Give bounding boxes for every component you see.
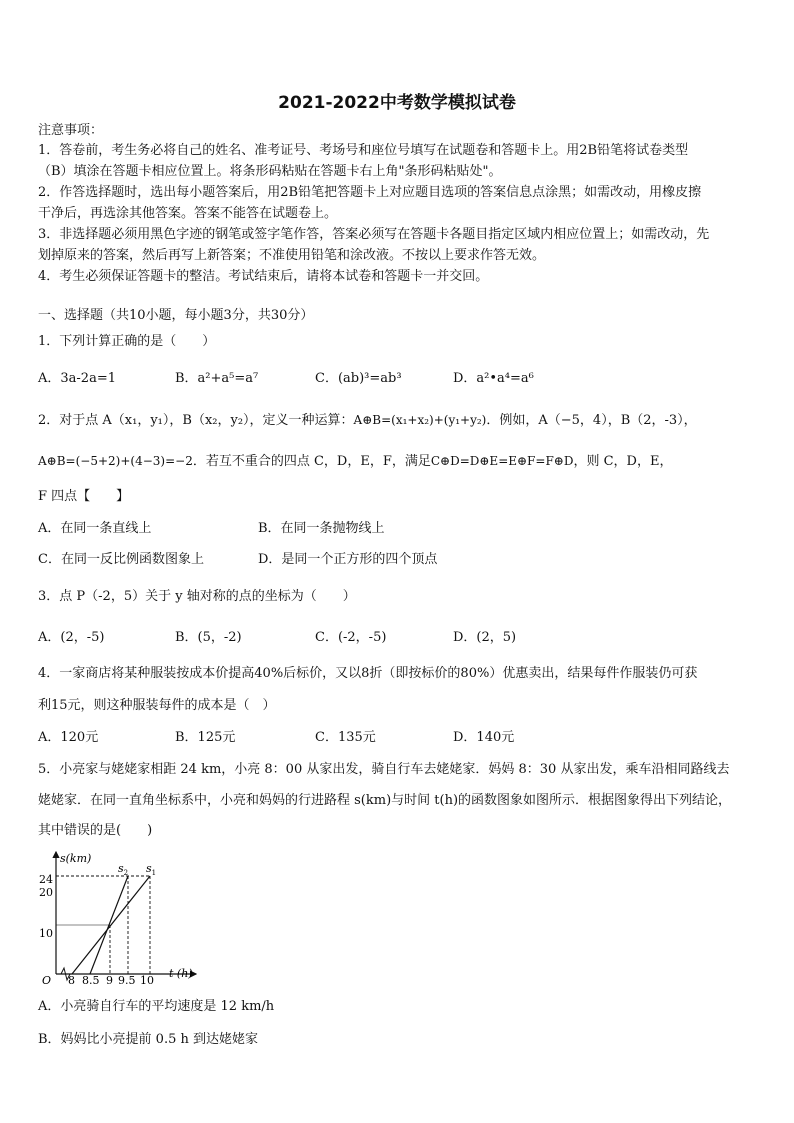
question-1-option-b: B．a²+a⁵=a⁷ bbox=[175, 371, 259, 386]
question-1-option-a: A．3a-2a=1 bbox=[38, 371, 116, 386]
notice-line: 划掉原来的答案，然后再写上新答案；不准使用铅笔和涂改液。不按以上要求作答无效。 bbox=[38, 248, 546, 263]
question-2-text: 2．对于点 A（x₁，y₁），B（x₂，y₂），定义一种运算： bbox=[38, 413, 354, 428]
question-4-option-d: D．140元 bbox=[453, 730, 515, 745]
x-tick-label: 10 bbox=[140, 974, 154, 986]
section-heading: 一、选择题（共10小题，每小题3分，共30分） bbox=[38, 308, 314, 323]
y-tick-label: 24 bbox=[39, 873, 53, 886]
notice-line: 干净后，再选涂其他答案。答案不能答在试题卷上。 bbox=[38, 206, 338, 221]
y-axis-label: s(km) bbox=[60, 852, 92, 865]
question-2-option-d: D．是同一个正方形的四个顶点 bbox=[258, 552, 438, 567]
question-1-stem: 1．下列计算正确的是（ ） bbox=[38, 334, 216, 349]
question-5-line-2: 姥姥家．在同一直角坐标系中，小亮和妈妈的行进路程 s(km)与时间 t(h)的函数图象如图所示．根据图象得出下列结论， bbox=[38, 793, 732, 808]
x-tick-label: 9 bbox=[106, 974, 113, 986]
question-5-line-1: 5．小亮家与姥姥家相距 24 km，小亮 8：00 从家出发，骑自行车去姥姥家．妈妈 8：30 从家出发，乘车沿相同路线去 bbox=[38, 762, 730, 777]
question-4-option-a: A．120元 bbox=[38, 730, 99, 745]
origin-label: O bbox=[42, 974, 52, 986]
question-2-line-1 bbox=[38, 411, 697, 430]
question-2-option-b: B．在同一条抛物线上 bbox=[258, 521, 385, 536]
question-2-formula: C⊕D=D⊕E=E⊕F=F⊕D bbox=[430, 454, 574, 468]
question-2-option-c: C．在同一反比例函数图象上 bbox=[38, 552, 204, 567]
x-tick-label: 8 bbox=[68, 974, 75, 986]
x-axis-label: t (h) bbox=[169, 967, 193, 980]
question-2-option-a: A．在同一条直线上 bbox=[38, 521, 152, 536]
question-3-option-a: A．(2，-5) bbox=[38, 630, 105, 645]
y-tick-label: 10 bbox=[39, 927, 53, 940]
y-tick-label: 20 bbox=[39, 886, 53, 899]
notice-line: （B）填涂在答题卡相应位置上。将条形码粘贴在答题卡右上角"条形码粘贴处"。 bbox=[38, 164, 502, 179]
notice-line: 2．作答选择题时，选出每小题答案后，用2B铅笔把答题卡上对应题目选项的答案信息点涂黑；如需改动，用橡皮擦 bbox=[38, 185, 702, 200]
question-5-option-b: B．妈妈比小亮提前 0.5 h 到达姥姥家 bbox=[38, 1032, 258, 1047]
question-4-option-c: C．135元 bbox=[315, 730, 376, 745]
notice-line: 4．考生必须保证答题卡的整洁。考试结束后，请将本试卷和答题卡一并交回。 bbox=[38, 269, 489, 284]
question-4-line-1: 4．一家商店将某种服装按成本价提高40%后标价，又以8折（即按标价的80%）优惠卖出，结果每件作服装仍可获 bbox=[38, 666, 698, 681]
page-title: 2021-2022中考数学模拟试卷 bbox=[278, 93, 516, 113]
question-4-line-2: 利15元，则这种服装每件的成本是（ ） bbox=[38, 698, 276, 713]
question-2-line-2 bbox=[38, 452, 672, 471]
question-5-option-a: A．小亮骑自行车的平均速度是 12 km/h bbox=[38, 999, 275, 1014]
distance-time-graph bbox=[34, 846, 204, 986]
x-tick-label: 8.5 bbox=[82, 974, 100, 986]
question-2-line-3: F 四点【 】 bbox=[38, 489, 130, 504]
question-3-option-d: D．(2，5) bbox=[453, 630, 517, 645]
notice-line: 3．非选择题必须用黑色字迹的钢笔或签字笔作答，答案必须写在答题卡各题目指定区域内相应位置上；如需改动，先 bbox=[38, 227, 710, 242]
question-3-option-b: B．(5，-2) bbox=[175, 630, 242, 645]
series-s1-label: $s_1$ bbox=[146, 862, 157, 877]
question-4-option-b: B．125元 bbox=[175, 730, 236, 745]
question-2-text: ．例如，A（−5，4），B（2，-3）， bbox=[486, 413, 697, 428]
series-s2-label: $s_2$ bbox=[118, 862, 129, 877]
question-1-option-c: C．(ab)³=ab³ bbox=[315, 371, 402, 386]
question-2-formula: A⊕B=(x₁+x₂)+(y₁+y₂) bbox=[353, 413, 487, 427]
x-tick-label: 9.5 bbox=[118, 974, 136, 986]
question-1-option-d: D．a²•a⁴=a⁶ bbox=[453, 371, 534, 386]
question-3-stem: 3．点 P（-2，5）关于 y 轴对称的点的坐标为（ ） bbox=[38, 589, 356, 604]
question-2-text: ，则 C，D，E， bbox=[573, 454, 673, 469]
notice-header: 注意事项： bbox=[38, 123, 104, 138]
question-5-line-3: 其中错误的是( ) bbox=[38, 823, 153, 838]
notice-line: 1．答卷前，考生务必将自己的姓名、准考证号、考场号和座位号填写在试题卷和答题卡上。用2B铅笔将试卷类型 bbox=[38, 143, 689, 158]
question-3-option-c: C．(-2，-5) bbox=[315, 630, 387, 645]
question-2-text: ．若互不重合的四点 C，D，E，F，满足 bbox=[192, 454, 431, 469]
question-2-formula: A⊕B=(−5+2)+(4−3)=−2 bbox=[38, 454, 193, 468]
